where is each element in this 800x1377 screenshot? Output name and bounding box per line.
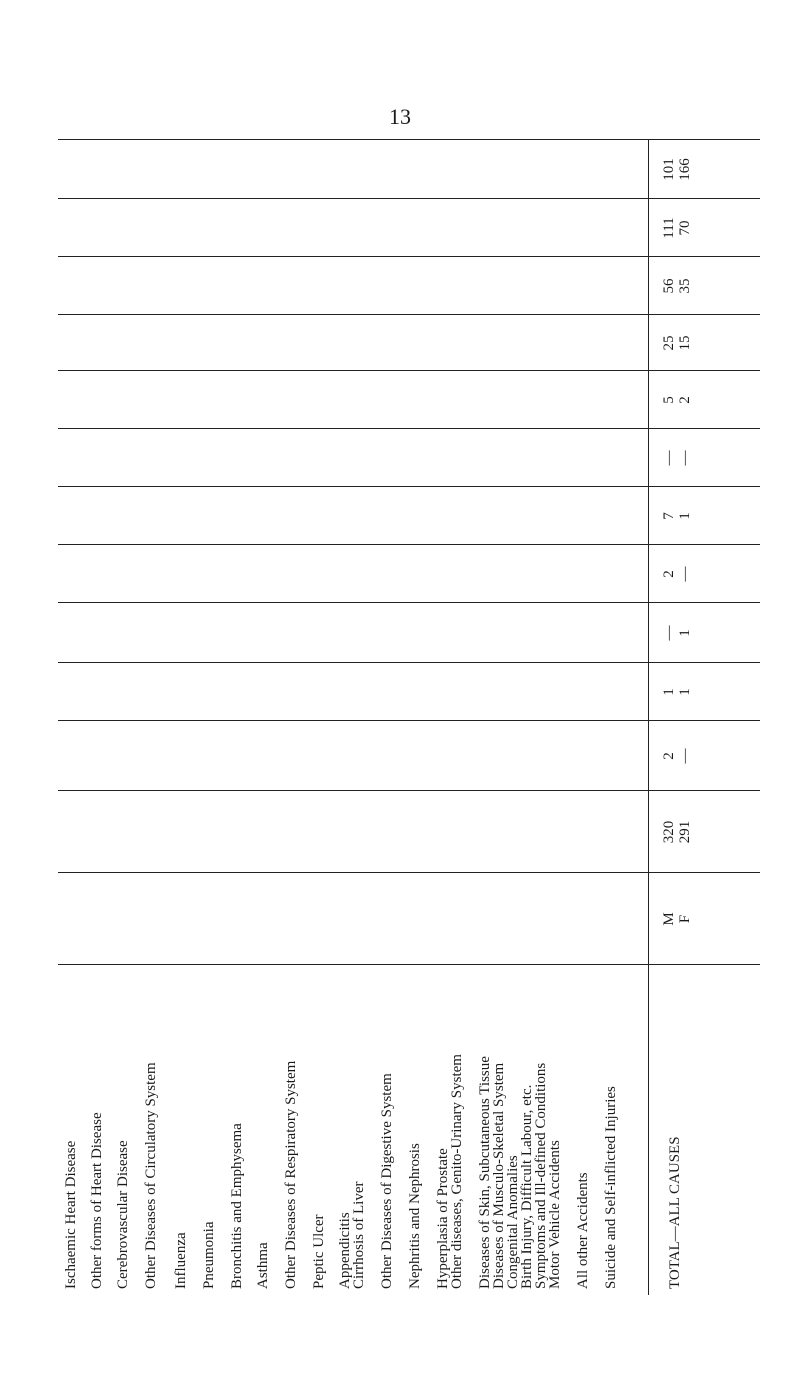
cause-label: Suicide and Self-inflicted Injuries bbox=[603, 1086, 619, 1289]
age-column bbox=[58, 370, 760, 429]
total-cell: 1 bbox=[677, 629, 693, 637]
cause-label: Cirrhosis of Liver bbox=[351, 1181, 367, 1289]
age-column bbox=[58, 198, 760, 257]
total-cell: 70 bbox=[677, 220, 693, 236]
age-column bbox=[58, 139, 760, 199]
total-cell: 166 bbox=[677, 158, 693, 181]
cause-label: Bronchitis and Emphysema bbox=[229, 1123, 245, 1289]
total-row-label: TOTAL—ALL CAUSES bbox=[667, 1136, 683, 1289]
page-number: 13 bbox=[389, 104, 411, 129]
cause-label: Diseases of Musculo-Skeletal System bbox=[491, 1062, 507, 1289]
total-cell: — bbox=[677, 566, 693, 582]
total-cell: 25 bbox=[661, 335, 677, 351]
total-cell: 320 bbox=[661, 820, 677, 844]
causes-column bbox=[58, 964, 760, 1295]
age-column bbox=[58, 428, 760, 487]
cause-label: Pneumonia bbox=[201, 1221, 217, 1289]
total-cell: — bbox=[661, 450, 677, 466]
mortality-table-wrapper bbox=[58, 140, 760, 1295]
total-cell: 1 bbox=[661, 688, 677, 696]
cause-label: Nephritis and Nephrosis bbox=[407, 1143, 423, 1289]
sex-label: F bbox=[677, 914, 693, 924]
total-cell: 2 bbox=[661, 570, 677, 578]
cause-label: Congenital Anomalies bbox=[505, 1155, 521, 1289]
cause-label: Other Diseases of Circulatory System bbox=[143, 1062, 159, 1289]
total-cell: 56 bbox=[661, 278, 677, 294]
total-cell: 15 bbox=[677, 335, 693, 351]
age-column bbox=[58, 720, 760, 791]
cause-label: Ischaemic Heart Disease bbox=[63, 1140, 79, 1289]
total-cell: — bbox=[677, 748, 693, 764]
total-cell: 2 bbox=[677, 396, 693, 404]
cause-label: Birth Injury, Difficult Labour, etc. bbox=[519, 1084, 535, 1289]
total-cell: 111 bbox=[661, 217, 677, 239]
cause-label: Symptoms and Ill-defined Conditions bbox=[533, 1062, 549, 1289]
mortality-table bbox=[58, 140, 760, 1295]
age-column bbox=[58, 256, 760, 315]
total-cell: 7 bbox=[661, 512, 677, 520]
age-group-columns bbox=[58, 140, 760, 873]
total-cell: 291 bbox=[677, 820, 693, 844]
age-column bbox=[58, 662, 760, 721]
total-cell: 2 bbox=[661, 752, 677, 760]
cause-label: Influenza bbox=[173, 1232, 189, 1289]
cause-label: Asthma bbox=[255, 1242, 271, 1289]
cause-label: Other forms of Heart Disease bbox=[89, 1112, 105, 1289]
cause-label: Other diseases, Genito-Urinary System bbox=[449, 1054, 465, 1289]
age-column bbox=[58, 486, 760, 545]
age-column bbox=[58, 790, 760, 873]
cause-label: Hyperplasia of Prostate bbox=[435, 1148, 451, 1289]
total-cell: — bbox=[661, 625, 677, 641]
cause-label: Other Diseases of Respiratory System bbox=[283, 1060, 299, 1289]
cause-label: Other Diseases of Digestive System bbox=[379, 1073, 395, 1289]
cause-label: Cerebrovascular Disease bbox=[115, 1140, 131, 1289]
total-separator bbox=[648, 140, 649, 1295]
age-column bbox=[58, 602, 760, 663]
age-column bbox=[58, 314, 760, 371]
cause-label: Peptic Ulcer bbox=[311, 1214, 327, 1289]
table-frame bbox=[58, 140, 760, 1295]
total-cell: — bbox=[677, 450, 693, 466]
sex-label: M bbox=[661, 912, 677, 926]
cause-label: Motor Vehicle Accidents bbox=[547, 1140, 563, 1289]
total-cell: 1 bbox=[677, 688, 693, 696]
age-column bbox=[58, 544, 760, 603]
sex-column bbox=[58, 872, 760, 965]
cause-label: All other Accidents bbox=[575, 1172, 591, 1289]
cause-label: Diseases of Skin, Subcutaneous Tissue bbox=[477, 1056, 493, 1289]
cause-label: Appendicitis bbox=[337, 1212, 353, 1289]
total-cell: 35 bbox=[677, 278, 693, 294]
total-cell: 5 bbox=[661, 396, 677, 404]
total-cell: 1 bbox=[677, 512, 693, 520]
total-cell: 101 bbox=[661, 158, 677, 181]
